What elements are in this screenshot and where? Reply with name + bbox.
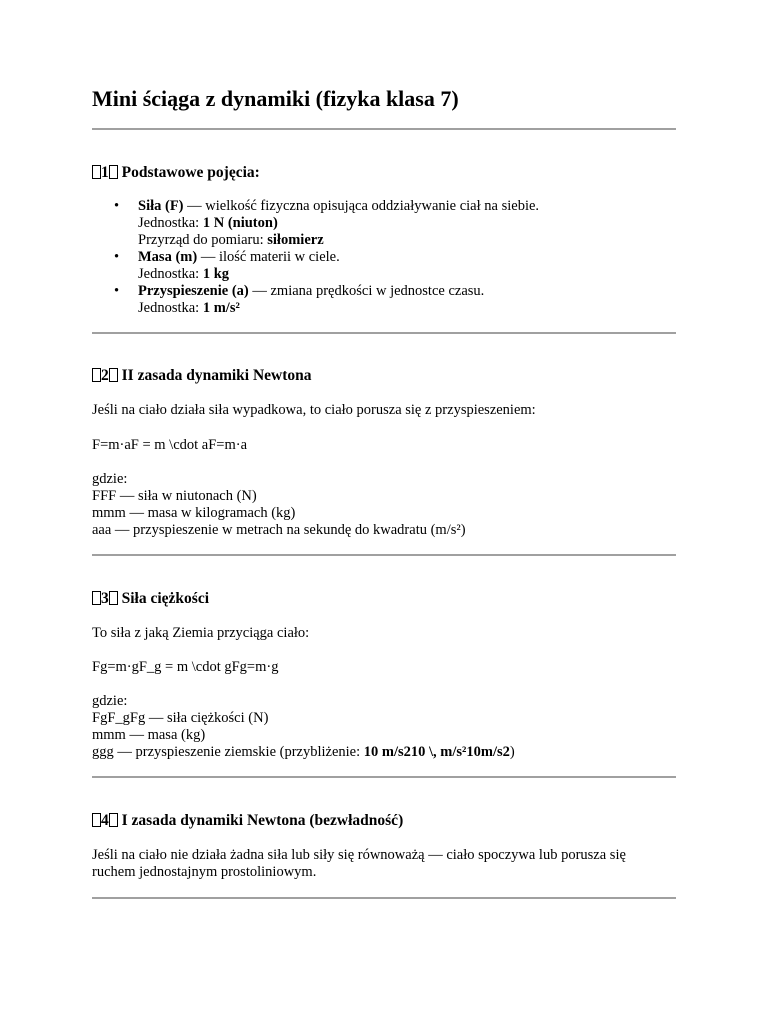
section-title: Podstawowe pojęcia:: [121, 164, 260, 181]
section-number: 3: [101, 590, 109, 607]
formula: F=m·aF = m \cdot aF=m·a: [92, 437, 248, 453]
divider: [92, 897, 676, 899]
unit-label: Jednostka:: [138, 266, 203, 282]
definition: — ilość materii w ciele.: [197, 249, 340, 265]
divider: [92, 332, 676, 334]
section-3-intro: To siła z jaką Ziemia przyciąga ciało:: [92, 625, 310, 641]
term: Masa (m): [138, 249, 198, 265]
missing-glyph-icon: [92, 165, 101, 179]
list-item: [138, 249, 539, 283]
missing-glyph-icon: [92, 591, 101, 605]
missing-glyph-icon: [92, 368, 101, 382]
unit-value: 1 kg: [202, 266, 230, 282]
definitions-list: [92, 198, 539, 317]
formula: Fg=m·gF_g = m \cdot gFg=m·g: [92, 659, 279, 675]
variable-line: mmm — masa (kg): [92, 727, 206, 743]
where-label: gdzie:: [92, 693, 128, 709]
section-1-heading: [92, 163, 260, 183]
divider: [92, 776, 676, 778]
section-title: Siła ciężkości: [121, 590, 210, 607]
instrument-label: Przyrząd do pomiaru:: [138, 232, 268, 248]
variable-line: FFF — siła w niutonach (N): [92, 488, 257, 504]
section-4-heading: [92, 811, 403, 831]
unit-value: 1 m/s²: [202, 300, 240, 316]
term: Siła (F): [138, 198, 184, 214]
term: Przyspieszenie (a): [138, 283, 249, 299]
definition: — zmiana prędkości w jednostce czasu.: [248, 283, 485, 299]
missing-glyph-icon: [109, 165, 118, 179]
variable-line: aaa — przyspieszenie w metrach na sekundę do kwadratu (m/s²): [92, 522, 466, 538]
instrument-value: siłomierz: [267, 232, 324, 248]
page-title: Mini ściąga z dynamiki (fizyka klasa 7): [92, 86, 459, 111]
section-2-heading: [92, 366, 312, 386]
where-label: gdzie:: [92, 471, 128, 487]
g-value: 10 m/s210 \, m/s²10m/s2: [363, 744, 510, 760]
section-number: 4: [101, 812, 109, 829]
section-title: I zasada dynamiki Newtona (bezwładność): [121, 812, 404, 829]
section-number: 1: [101, 164, 109, 181]
variable-line: ggg — przyspieszenie ziemskie (przybliżenie: 10 m/s210 \, m/s²10m/s2): [92, 744, 515, 760]
unit-label: Jednostka:: [138, 215, 203, 231]
missing-glyph-icon: [109, 813, 118, 827]
section-number: 2: [101, 367, 109, 384]
variable-line: FgF_gFg — siła ciężkości (N): [92, 710, 269, 726]
list-item: [138, 283, 539, 317]
section-title: II zasada dynamiki Newtona: [121, 367, 312, 384]
section-2-intro: Jeśli na ciało działa siła wypadkowa, to ciało porusza się z przyspieszeniem:: [92, 402, 536, 418]
definition: — wielkość fizyczna opisująca oddziaływanie ciał na siebie.: [183, 198, 540, 214]
missing-glyph-icon: [109, 368, 118, 382]
text-line: Jeśli na ciało nie działa żadna siła lub siły się równoważą — ciało spoczywa lub porusza się: [92, 847, 626, 863]
variable-line: mmm — masa w kilogramach (kg): [92, 505, 296, 521]
list-item: [138, 198, 539, 249]
variables-block: [92, 471, 466, 539]
divider: [92, 128, 676, 130]
text-line: ruchem jednostajnym prostoliniowym.: [92, 864, 317, 880]
unit-value: 1 N (niuton): [202, 215, 278, 231]
variables-block: [92, 693, 515, 761]
unit-label: Jednostka:: [138, 300, 203, 316]
section-4-text: [92, 847, 626, 881]
missing-glyph-icon: [92, 813, 101, 827]
divider: [92, 554, 676, 556]
missing-glyph-icon: [109, 591, 118, 605]
section-3-heading: [92, 589, 209, 609]
